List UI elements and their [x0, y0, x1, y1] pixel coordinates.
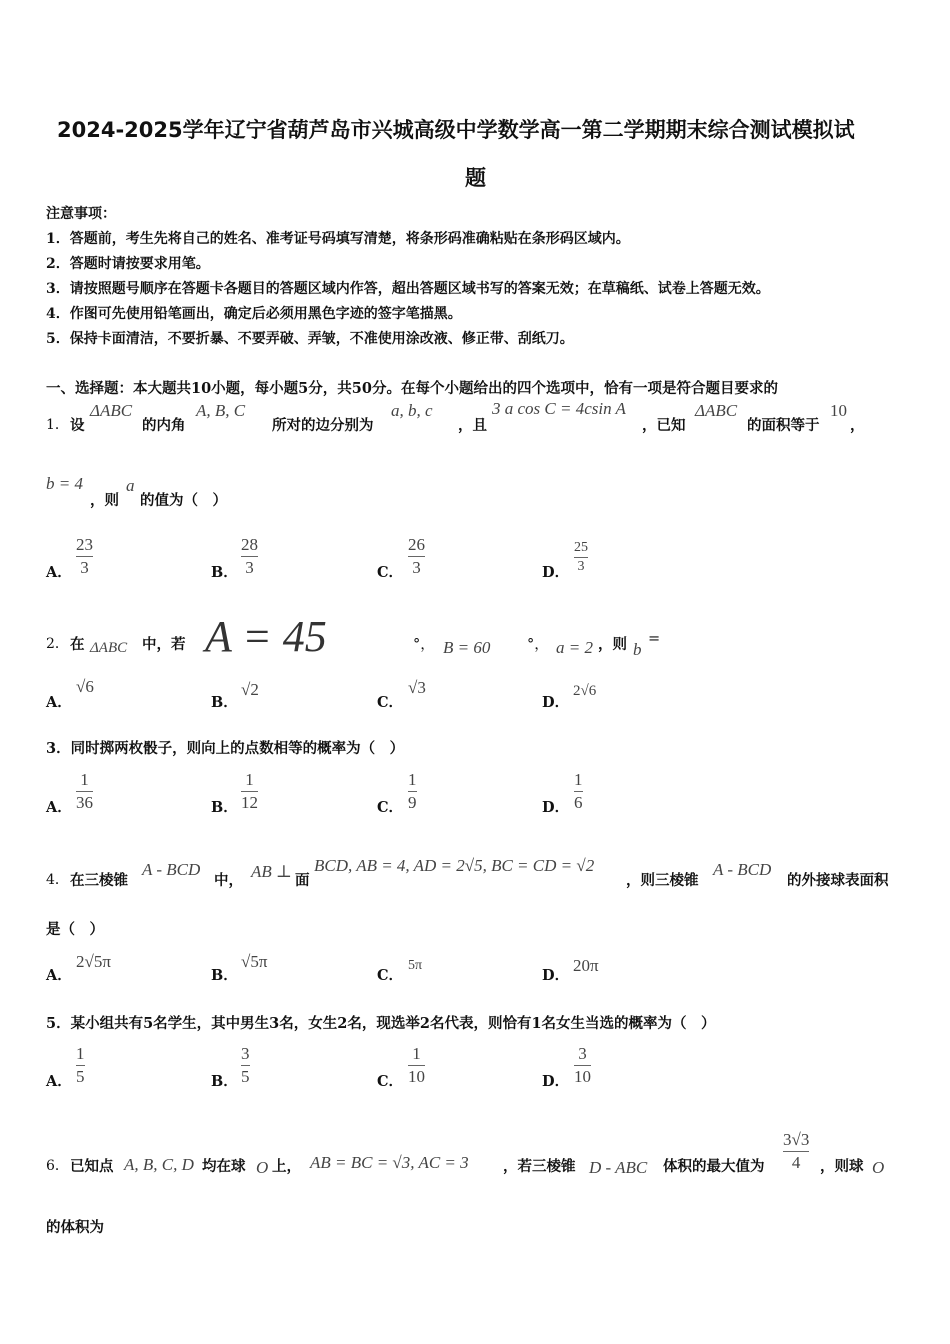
q3-text: 3．同时掷两枚骰子，则向上的点数相等的概率为（ ）: [46, 740, 405, 757]
q4-math: A - BCD: [713, 860, 772, 879]
option-c-value: 5π: [408, 958, 423, 973]
q1-math: b = 4: [46, 474, 83, 493]
q2-text: =: [648, 631, 661, 647]
q4-text: 面: [295, 872, 310, 889]
page-title-line1: 2024-2025学年辽宁省葫芦岛市兴城高级中学数学高一第二学期期末综合测试模拟试: [57, 118, 855, 142]
option-a-value: √6: [76, 677, 94, 696]
option-a-fraction: 23 3: [76, 535, 93, 577]
option-a-label: A．: [46, 799, 72, 816]
q2-math: b: [633, 640, 642, 659]
q1-math: ΔABC: [90, 401, 133, 420]
section-heading: 一、选择题：本大题共10小题，每小题5分，共50分。在每个小题给出的四个选项中，恰有一项是符合题目要求的: [46, 380, 778, 397]
question-number: 6．: [46, 1158, 69, 1174]
option-b-fraction: 28 3: [241, 535, 258, 577]
option-a-fraction: 1 36: [76, 770, 93, 812]
q6-text: ，则球: [820, 1158, 864, 1175]
option-d-label: D．: [542, 1073, 570, 1090]
option-a-label: A．: [46, 967, 72, 984]
option-d-label: D．: [542, 799, 570, 816]
option-d-fraction: 25 3: [574, 540, 588, 575]
option-c-label: C．: [377, 564, 404, 581]
option-b-value: √2: [241, 680, 259, 699]
q6-text: 均在球: [202, 1158, 246, 1175]
q2-text: °，: [527, 637, 549, 653]
q1-text: 设: [70, 417, 85, 434]
option-b-label: B．: [211, 1073, 238, 1090]
q6-text: 已知点: [70, 1158, 114, 1175]
q1-math: 10: [830, 401, 847, 420]
q4-text: 在三棱锥: [70, 872, 128, 889]
q2-text: 中，若: [142, 636, 186, 653]
option-c-value: √3: [408, 678, 426, 697]
option-c-label: C．: [377, 1073, 404, 1090]
q4-math: BCD, AB = 4, AD = 2√5, BC = CD = √2: [314, 856, 595, 875]
q6-math: A, B, C, D: [124, 1155, 194, 1174]
option-d-value: 2√6: [573, 683, 597, 699]
note-item: 4．作图可先使用铅笔画出，确定后必须用黑色字迹的签字笔描黑。: [46, 306, 462, 322]
option-a-fraction: 1 5: [76, 1044, 85, 1086]
notes-heading: 注意事项：: [46, 206, 116, 222]
question-number: 1．: [46, 417, 69, 433]
option-b-label: B．: [211, 564, 238, 581]
q4-text: 中，: [214, 872, 243, 889]
option-b-value: √5π: [241, 952, 268, 971]
q1-text: ，且: [458, 417, 487, 434]
option-d-fraction: 3 10: [574, 1044, 591, 1086]
q2-text: °，: [413, 637, 435, 653]
option-d-value: 20π: [573, 956, 599, 975]
option-b-label: B．: [211, 967, 238, 984]
q5-text: 5．某小组共有5名学生，其中男生3名，女生2名，现选举2名代表，则恰有1名女生当选的概率为（ ）: [46, 1015, 716, 1032]
option-b-label: B．: [211, 799, 238, 816]
q1-text: 的值为（ ）: [140, 492, 227, 509]
q2-math: B = 60: [443, 638, 491, 657]
page-title-line2: 题: [465, 166, 486, 190]
option-b-fraction: 1 12: [241, 770, 258, 812]
q6-math: O: [256, 1158, 269, 1177]
q6-math: AB = BC = √3, AC = 3: [310, 1153, 469, 1172]
option-d-label: D．: [542, 694, 570, 711]
note-item: 3．请按照题号顺序在答题卡各题目的答题区域内作答，超出答题区域书写的答案无效；在草稿纸、试卷上答题无效。: [46, 281, 770, 297]
q1-math: A, B, C: [196, 401, 246, 420]
option-c-label: C．: [377, 694, 404, 711]
q6-text: 体积的最大值为: [663, 1158, 765, 1175]
option-a-label: A．: [46, 564, 72, 581]
q6-text: 上，: [272, 1158, 301, 1175]
q1-text: ，已知: [642, 417, 686, 434]
q1-text: 所对的边分别为: [272, 417, 374, 434]
note-item: 5．保持卡面清洁，不要折暴、不要弄破、弄皱，不准使用涂改液、修正带、刮纸刀。: [46, 331, 574, 347]
note-item: 1．答题前，考生先将自己的姓名、准考证号码填写清楚，将条形码准确粘贴在条形码区域内。: [46, 231, 630, 247]
q4-text: 的外接球表面积: [787, 872, 889, 889]
q1-math: a, b, c: [391, 401, 433, 420]
q1-text: ，则: [90, 492, 119, 509]
q4-math: A - BCD: [142, 860, 201, 879]
q1-math: 3 a cos C = 4csin A: [492, 399, 626, 418]
q1-text: 的面积等于: [747, 417, 820, 434]
q1-math: ΔABC: [695, 401, 738, 420]
question-number: 4．: [46, 872, 69, 888]
question-number: 2．: [46, 636, 69, 652]
q2-math: A = 45: [205, 612, 327, 661]
q6-text: ，若三棱锥: [503, 1158, 576, 1175]
option-b-label: B．: [211, 694, 238, 711]
q1-text: ，: [850, 417, 865, 434]
option-d-label: D．: [542, 967, 570, 984]
option-d-label: D．: [542, 564, 570, 581]
q2-math: a = 2: [556, 638, 593, 657]
q2-text: 在: [70, 636, 85, 653]
option-a-label: A．: [46, 694, 72, 711]
q2-math: ΔABC: [90, 640, 128, 656]
q4-text: ，则三棱锥: [626, 872, 699, 889]
option-c-fraction: 26 3: [408, 535, 425, 577]
option-a-value: 2√5π: [76, 952, 111, 971]
option-c-label: C．: [377, 967, 404, 984]
q6-math: D - ABC: [589, 1158, 648, 1177]
q4-text: 是（ ）: [46, 921, 104, 938]
q4-math: AB ⊥: [251, 862, 293, 881]
note-item: 2．答题时请按要求用笔。: [46, 256, 210, 272]
q2-text: ，则: [598, 636, 627, 653]
q1-text: 的内角: [142, 417, 186, 434]
option-c-fraction: 1 10: [408, 1044, 425, 1086]
option-c-label: C．: [377, 799, 404, 816]
q6-fraction: 3√3 4: [783, 1130, 810, 1172]
q1-math: a: [126, 476, 135, 495]
option-a-label: A．: [46, 1073, 72, 1090]
q6-text: 的体积为: [46, 1219, 104, 1236]
option-b-fraction: 3 5: [241, 1044, 250, 1086]
q6-math: O: [872, 1158, 885, 1177]
option-d-fraction: 1 6: [574, 770, 583, 812]
option-c-fraction: 1 9: [408, 770, 417, 812]
